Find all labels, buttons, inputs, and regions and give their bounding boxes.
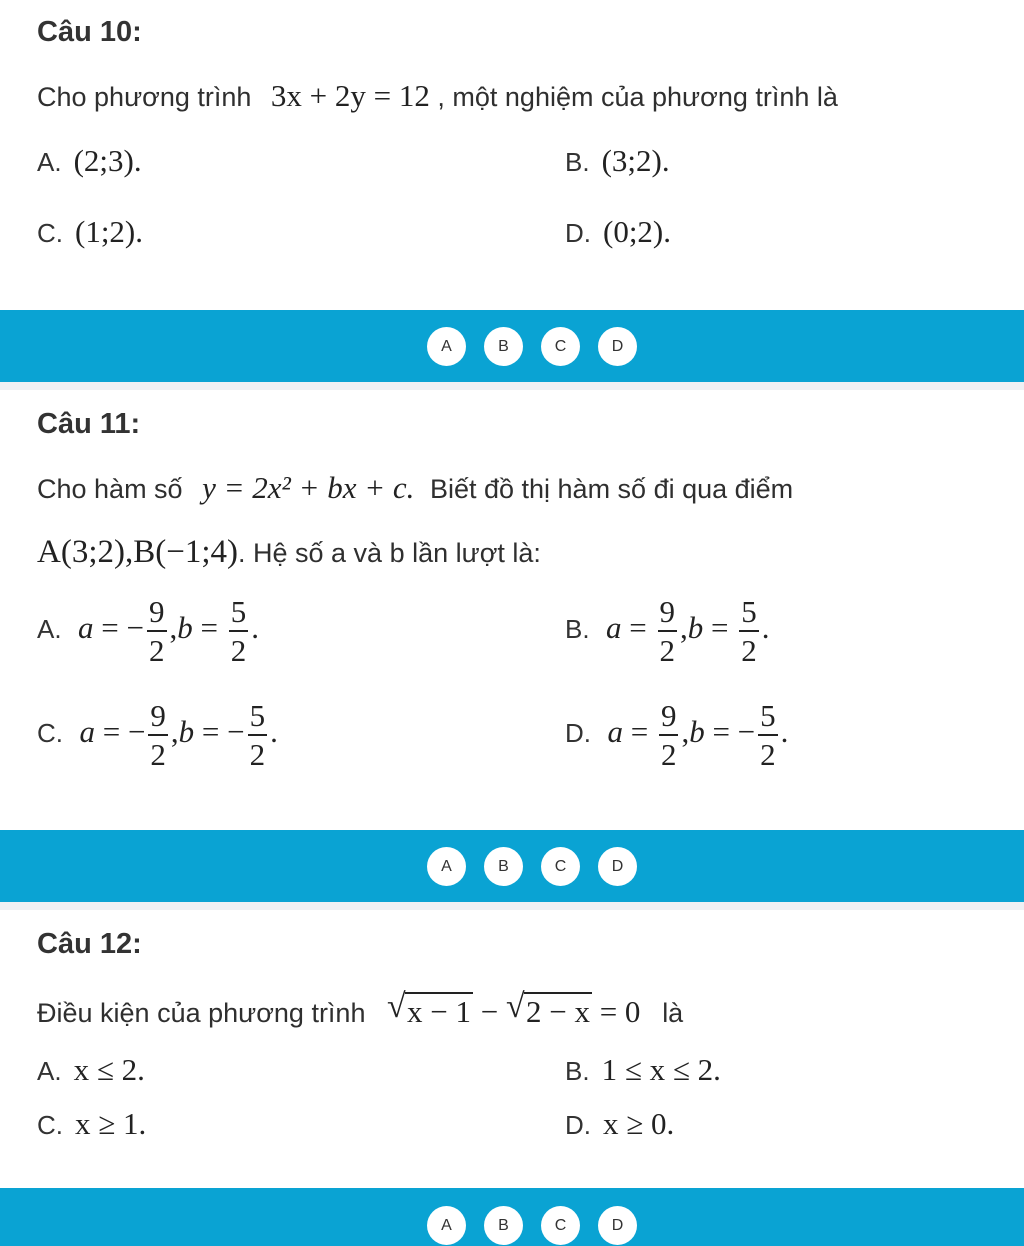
answer-bar-12 [0,1188,1024,1246]
fraction: $\frac{5}{2}$ [760,698,776,772]
answer-bar-11 [0,830,1024,902]
equation: 3x + 2y = 12 [270,78,430,113]
question-prompt: Điều kiện của phương trình √ x − 1 − √ 2 − x = 0 là [37,988,684,1029]
answer-a-button[interactable]: A [427,1206,466,1245]
option-b: B. (3;2). [565,143,670,178]
option-b: B. a = $\frac{9}{2}$ ,b = $\frac{5}{2}$ . [565,594,770,668]
equation: √ x − 1 − √ 2 − x = 0 [387,988,641,1029]
answer-a-button[interactable]: A [427,327,466,366]
answer-d-button[interactable]: D [598,1206,637,1245]
question-title: Câu 11: [37,408,141,440]
answer-a-button[interactable]: A [427,847,466,886]
question-12 [0,910,1024,1188]
answer-b-button[interactable]: B [484,847,523,886]
points: A(3;2),B(−1;4) [37,534,238,570]
question-prompt: Cho hàm số y = 2x² + bx + c. Biết đồ thị hàm số đi qua điểm [37,470,794,505]
answer-c-button[interactable]: C [541,1206,580,1245]
option-d: D. x ≥ 0. [565,1106,675,1141]
question-prompt-line2: A(3;2),B(−1;4). Hệ số a và b lần lượt là: [37,534,541,570]
fraction: $\frac{9}{2}$ [149,594,165,668]
question-11 [0,390,1024,830]
sqrt-2: √ 2 − x [505,988,590,1029]
fraction: $\frac{9}{2}$ [659,594,676,668]
answer-c-button[interactable]: C [541,327,580,366]
answer-d-button[interactable]: D [598,847,637,886]
option-a: A. (2;3). [37,143,142,178]
fraction: $\frac{9}{2}$ [150,698,166,772]
option-c: C. x ≥ 1. [37,1106,147,1141]
answer-b-button[interactable]: B [484,327,523,366]
option-b: B. 1 ≤ x ≤ 2. [565,1052,721,1087]
question-10 [0,0,1024,310]
option-c: C. (1;2). [37,214,144,249]
separator [0,382,1024,390]
option-c: C. a = − $\frac{9}{2}$ ,b = − $\frac{5}{2}$ . [37,698,278,772]
fraction: $\frac{5}{2}$ [741,594,757,668]
option-d: D. (0;2). [565,214,672,249]
answer-d-button[interactable]: D [598,327,637,366]
equation: y = 2x² + bx + c. [202,470,415,505]
separator [0,902,1024,910]
question-prompt: Cho phương trình 3x + 2y = 12 , một nghiệm của phương trình là [37,78,838,113]
option-a: A. x ≤ 2. [37,1052,145,1087]
question-title: Câu 10: [37,16,142,48]
option-d: D. a = $\frac{9}{2}$ ,b = − $\frac{5}{2}$ . [565,698,789,772]
answer-b-button[interactable]: B [484,1206,523,1245]
fraction: $\frac{5}{2}$ [230,594,247,668]
sqrt-1: √ x − 1 [387,988,471,1029]
fraction: $\frac{9}{2}$ [660,698,677,772]
answer-bar-10 [0,310,1024,382]
option-a: A. a = − $\frac{9}{2}$ ,b = $\frac{5}{2}$ . [37,594,259,668]
question-title: Câu 12: [37,928,142,960]
answer-c-button[interactable]: C [541,847,580,886]
fraction: $\frac{5}{2}$ [249,698,266,772]
